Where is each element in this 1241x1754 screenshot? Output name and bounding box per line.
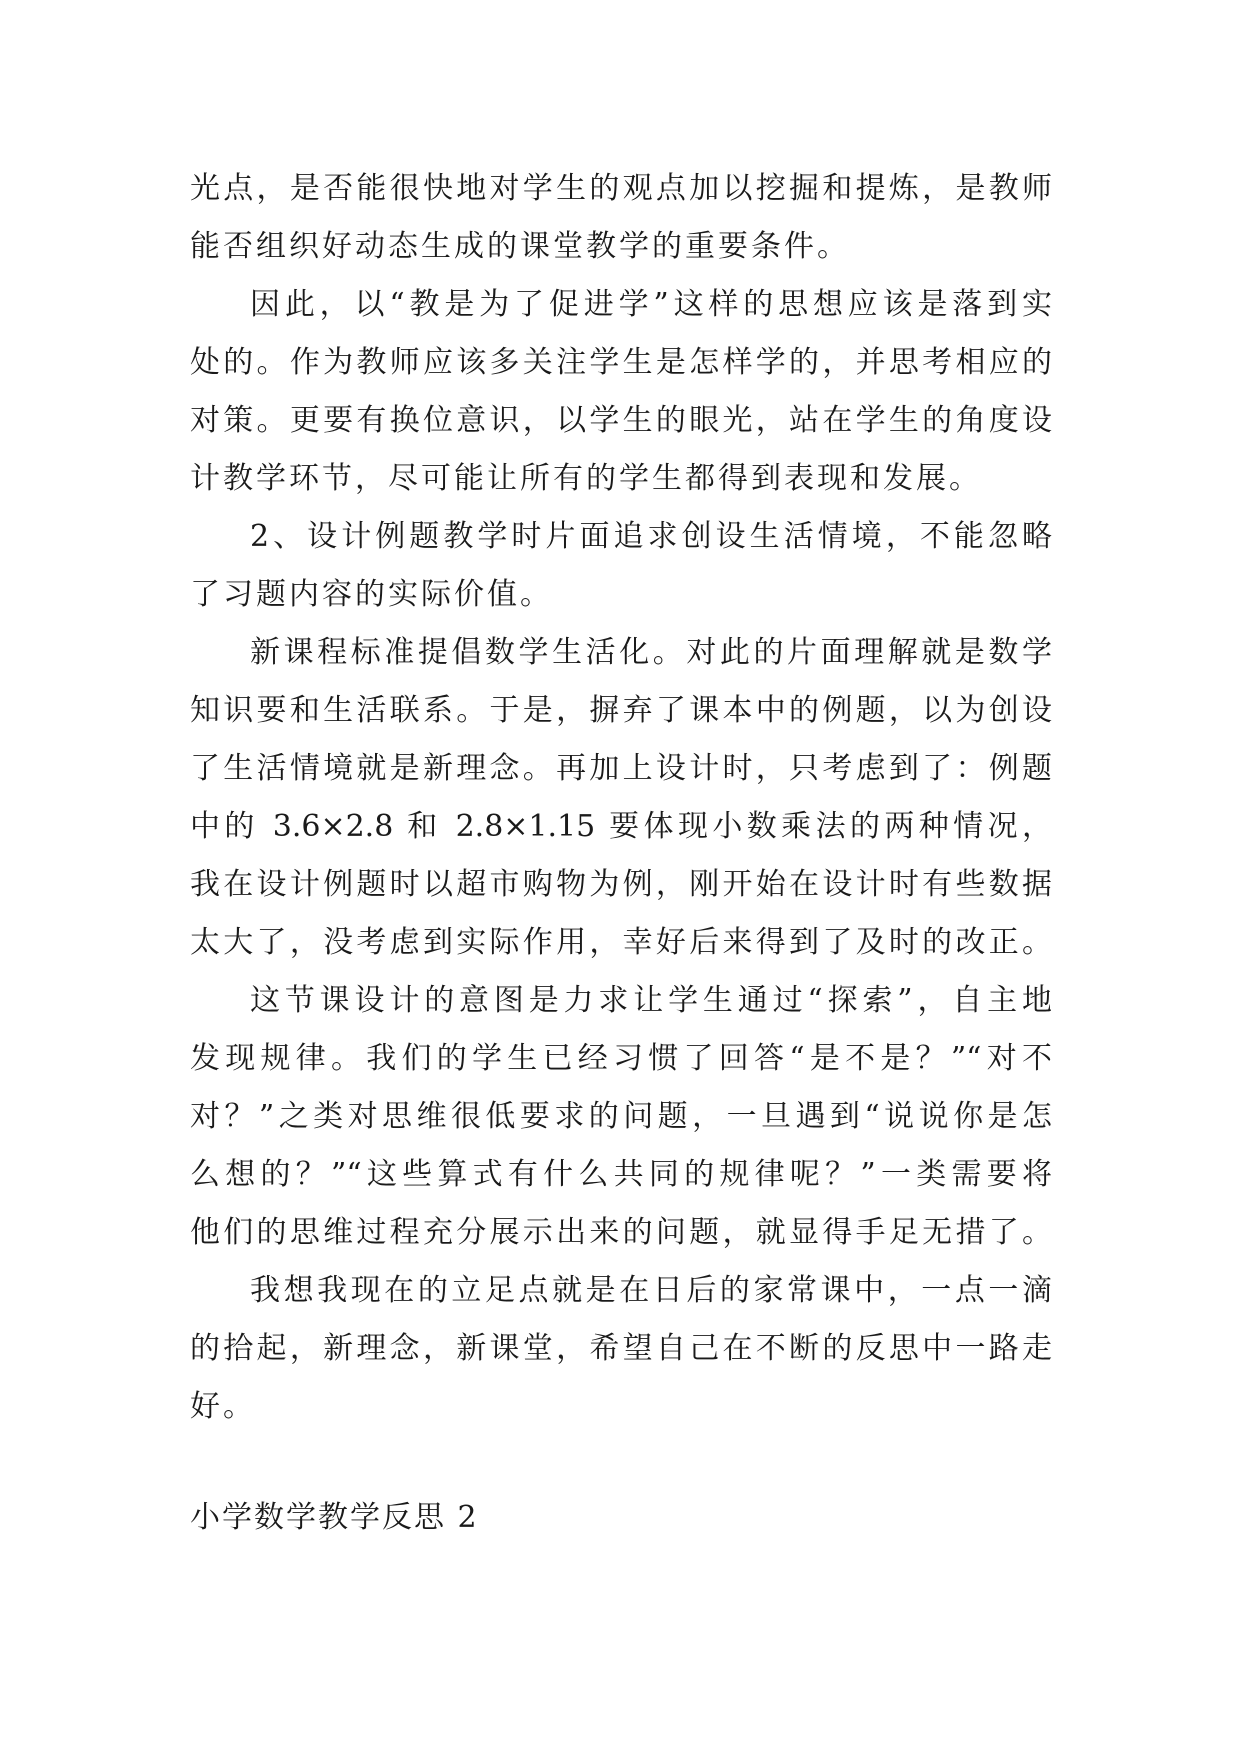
text-line: 我在设计例题时以超市购物为例，刚开始在设计时有些数据 bbox=[190, 867, 1052, 902]
text-line: 发现规律。我们的学生已经习惯了回答“是不是？”“对不 bbox=[190, 1041, 1052, 1076]
text-line: 新课程标准提倡数学生活化。对此的片面理解就是数学 bbox=[250, 635, 1052, 670]
text-line: 他们的思维过程充分展示出来的问题，就显得手足无措了。 bbox=[190, 1215, 1052, 1250]
paragraph bbox=[190, 972, 1052, 1262]
text-line: 知识要和生活联系。于是，摒弃了课本中的例题，以为创设 bbox=[190, 693, 1052, 728]
text-line: 对策。更要有换位意识，以学生的眼光，站在学生的角度设 bbox=[190, 403, 1052, 438]
text-line: 能否组织好动态生成的课堂教学的重要条件。 bbox=[190, 229, 850, 264]
text-line: 的拾起，新理念，新课堂，希望自己在不断的反思中一路走 bbox=[190, 1331, 1052, 1366]
text-line: 光点，是否能很快地对学生的观点加以挖掘和提炼，是教师 bbox=[190, 171, 1052, 206]
text-line: 2、设计例题教学时片面追求创设生活情境，不能忽略 bbox=[250, 519, 1052, 554]
text-line: 我想我现在的立足点就是在日后的家常课中，一点一滴 bbox=[250, 1273, 1052, 1308]
text-line: 么想的？”“这些算式有什么共同的规律呢？”一类需要将 bbox=[190, 1157, 1052, 1192]
paragraph bbox=[190, 276, 1052, 508]
text-line: 因此，以“教是为了促进学”这样的思想应该是落到实 bbox=[250, 287, 1052, 322]
text-line: 太大了，没考虑到实际作用，幸好后来得到了及时的改正。 bbox=[190, 925, 1052, 960]
text-line: 对？”之类对思维很低要求的问题，一旦遇到“说说你是怎 bbox=[190, 1099, 1052, 1134]
text-line: 了习题内容的实际价值。 bbox=[190, 577, 553, 612]
document-body bbox=[190, 160, 1052, 1436]
text-line: 了生活情境就是新理念。再加上设计时，只考虑到了：例题 bbox=[190, 751, 1052, 786]
paragraph bbox=[190, 624, 1052, 972]
text-line: 中的 3.6×2.8 和 2.8×1.15 要体现小数乘法的两种情况， bbox=[190, 809, 1052, 844]
text-line: 处的。作为教师应该多关注学生是怎样学的，并思考相应的 bbox=[190, 345, 1052, 380]
paragraph bbox=[190, 508, 1052, 624]
paragraph bbox=[190, 1262, 1052, 1436]
text-line: 好。 bbox=[190, 1389, 256, 1424]
section-title: 小学数学教学反思 2 bbox=[190, 1500, 479, 1535]
text-line: 这节课设计的意图是力求让学生通过“探索”，自主地 bbox=[250, 983, 1052, 1018]
paragraph bbox=[190, 160, 1052, 276]
text-line: 计教学环节，尽可能让所有的学生都得到表现和发展。 bbox=[190, 461, 982, 496]
